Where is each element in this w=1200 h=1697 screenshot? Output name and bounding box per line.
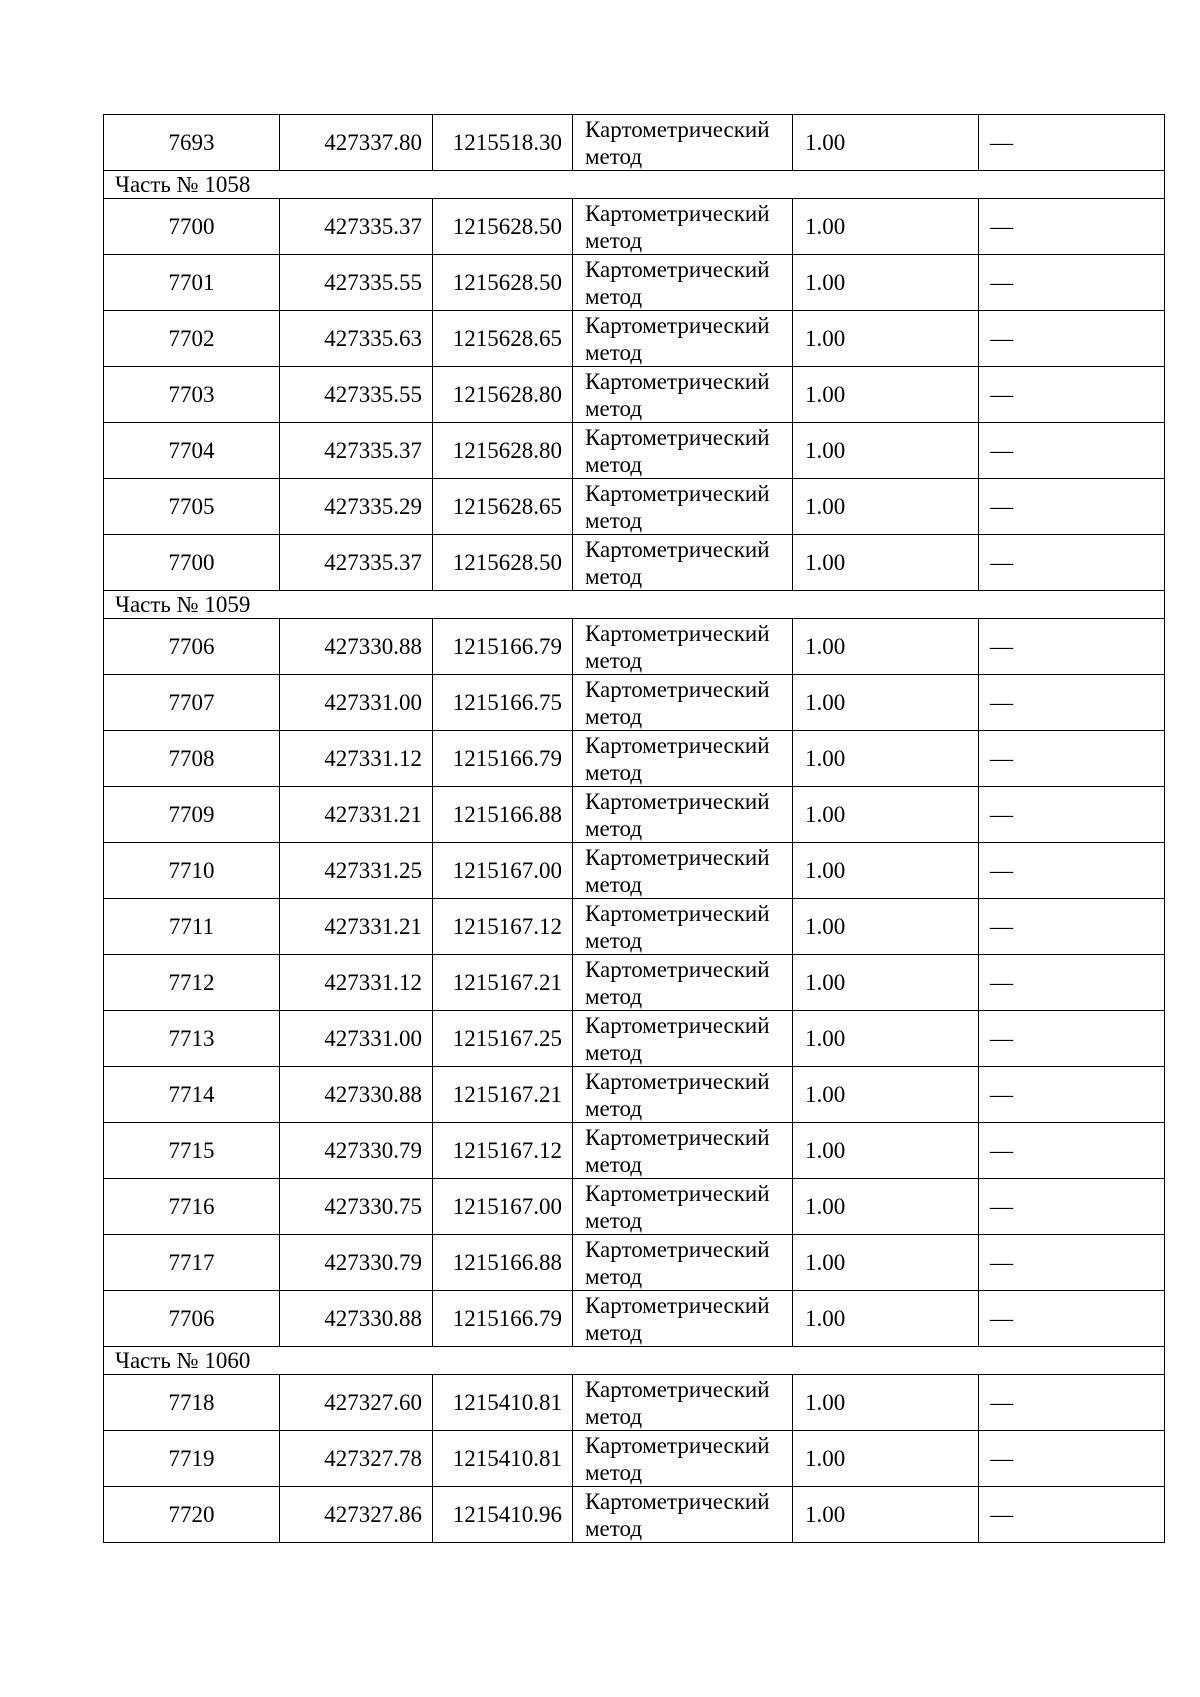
method-text: Картометрический метод [585, 480, 770, 533]
method-cell [573, 899, 793, 955]
accuracy-cell: 1.00 [793, 423, 979, 479]
method-cell [573, 675, 793, 731]
table-row [104, 1375, 1165, 1431]
y-coordinate-cell: 1215167.21 [433, 1067, 573, 1123]
method-cell [573, 787, 793, 843]
accuracy-cell: 1.00 [793, 311, 979, 367]
accuracy-cell: 1.00 [793, 367, 979, 423]
table-row [104, 535, 1165, 591]
method-cell [573, 619, 793, 675]
method-cell [573, 479, 793, 535]
method-text: Картометрический метод [585, 368, 770, 421]
point-number-cell: 7693 [104, 115, 280, 171]
method-text: Картометрический метод [585, 788, 770, 841]
accuracy-cell: 1.00 [793, 115, 979, 171]
part-label: Часть № 1059 [104, 591, 1165, 619]
method-text: Картометрический метод [585, 1488, 770, 1541]
method-text: Картометрический метод [585, 844, 770, 897]
accuracy-cell: 1.00 [793, 1291, 979, 1347]
note-cell: — [979, 619, 1165, 675]
point-number-cell: 7718 [104, 1375, 280, 1431]
note-cell: — [979, 423, 1165, 479]
x-coordinate-cell: 427335.37 [280, 199, 433, 255]
method-text: Картометрический метод [585, 1376, 770, 1429]
point-number-cell: 7713 [104, 1011, 280, 1067]
accuracy-cell: 1.00 [793, 199, 979, 255]
y-coordinate-cell: 1215166.79 [433, 1291, 573, 1347]
method-text: Картометрический метод [585, 900, 770, 953]
note-cell: — [979, 1011, 1165, 1067]
point-number-cell: 7706 [104, 1291, 280, 1347]
table-row [104, 731, 1165, 787]
y-coordinate-cell: 1215167.21 [433, 955, 573, 1011]
x-coordinate-cell: 427331.25 [280, 843, 433, 899]
x-coordinate-cell: 427327.86 [280, 1487, 433, 1543]
method-cell [573, 843, 793, 899]
method-cell [573, 1487, 793, 1543]
point-number-cell: 7701 [104, 255, 280, 311]
y-coordinate-cell: 1215166.88 [433, 787, 573, 843]
y-coordinate-cell: 1215410.96 [433, 1487, 573, 1543]
table-row [104, 115, 1165, 171]
x-coordinate-cell: 427335.37 [280, 423, 433, 479]
note-cell: — [979, 1179, 1165, 1235]
y-coordinate-cell: 1215410.81 [433, 1375, 573, 1431]
accuracy-cell: 1.00 [793, 675, 979, 731]
y-coordinate-cell: 1215628.80 [433, 367, 573, 423]
point-number-cell: 7703 [104, 367, 280, 423]
method-text: Картометрический метод [585, 1012, 770, 1065]
table-row [104, 675, 1165, 731]
coordinates-table [103, 114, 1165, 1543]
x-coordinate-cell: 427330.79 [280, 1123, 433, 1179]
y-coordinate-cell: 1215166.75 [433, 675, 573, 731]
point-number-cell: 7719 [104, 1431, 280, 1487]
y-coordinate-cell: 1215628.80 [433, 423, 573, 479]
x-coordinate-cell: 427335.37 [280, 535, 433, 591]
note-cell: — [979, 367, 1165, 423]
method-cell [573, 1123, 793, 1179]
point-number-cell: 7710 [104, 843, 280, 899]
method-text: Картометрический метод [585, 256, 770, 309]
method-text: Картометрический метод [585, 620, 770, 673]
method-text: Картометрический метод [585, 424, 770, 477]
note-cell: — [979, 787, 1165, 843]
y-coordinate-cell: 1215628.50 [433, 535, 573, 591]
method-cell [573, 255, 793, 311]
y-coordinate-cell: 1215167.00 [433, 843, 573, 899]
note-cell: — [979, 731, 1165, 787]
x-coordinate-cell: 427331.00 [280, 675, 433, 731]
accuracy-cell: 1.00 [793, 1011, 979, 1067]
table-row [104, 787, 1165, 843]
table-row [104, 1487, 1165, 1543]
accuracy-cell: 1.00 [793, 787, 979, 843]
note-cell: — [979, 1375, 1165, 1431]
method-text: Картометрический метод [585, 956, 770, 1009]
note-cell: — [979, 1235, 1165, 1291]
method-cell [573, 1291, 793, 1347]
x-coordinate-cell: 427331.12 [280, 955, 433, 1011]
method-cell [573, 955, 793, 1011]
point-number-cell: 7711 [104, 899, 280, 955]
method-text: Картометрический метод [585, 312, 770, 365]
accuracy-cell: 1.00 [793, 479, 979, 535]
point-number-cell: 7704 [104, 423, 280, 479]
table-row [104, 1431, 1165, 1487]
note-cell: — [979, 535, 1165, 591]
method-cell [573, 367, 793, 423]
table-row [104, 955, 1165, 1011]
accuracy-cell: 1.00 [793, 1179, 979, 1235]
note-cell: — [979, 1123, 1165, 1179]
x-coordinate-cell: 427330.88 [280, 1291, 433, 1347]
point-number-cell: 7702 [104, 311, 280, 367]
point-number-cell: 7709 [104, 787, 280, 843]
x-coordinate-cell: 427330.79 [280, 1235, 433, 1291]
method-text: Картометрический метод [585, 1068, 770, 1121]
accuracy-cell: 1.00 [793, 1431, 979, 1487]
method-cell [573, 1067, 793, 1123]
note-cell: — [979, 115, 1165, 171]
table-row [104, 843, 1165, 899]
table-row [104, 619, 1165, 675]
method-cell [573, 423, 793, 479]
method-cell [573, 115, 793, 171]
method-cell [573, 199, 793, 255]
method-text: Картометрический метод [585, 676, 770, 729]
method-text: Картометрический метод [585, 732, 770, 785]
point-number-cell: 7720 [104, 1487, 280, 1543]
note-cell: — [979, 199, 1165, 255]
y-coordinate-cell: 1215628.50 [433, 255, 573, 311]
table-row [104, 1235, 1165, 1291]
x-coordinate-cell: 427330.75 [280, 1179, 433, 1235]
y-coordinate-cell: 1215518.30 [433, 115, 573, 171]
x-coordinate-cell: 427331.21 [280, 787, 433, 843]
y-coordinate-cell: 1215167.00 [433, 1179, 573, 1235]
method-cell [573, 1179, 793, 1235]
method-text: Картометрический метод [585, 1180, 770, 1233]
y-coordinate-cell: 1215628.50 [433, 199, 573, 255]
y-coordinate-cell: 1215167.12 [433, 1123, 573, 1179]
method-cell [573, 1011, 793, 1067]
accuracy-cell: 1.00 [793, 1067, 979, 1123]
method-cell [573, 1235, 793, 1291]
method-text: Картометрический метод [585, 1124, 770, 1177]
point-number-cell: 7700 [104, 199, 280, 255]
y-coordinate-cell: 1215167.12 [433, 899, 573, 955]
table-row [104, 367, 1165, 423]
note-cell: — [979, 1431, 1165, 1487]
table-row [104, 1067, 1165, 1123]
part-header-row [104, 171, 1165, 199]
x-coordinate-cell: 427331.00 [280, 1011, 433, 1067]
x-coordinate-cell: 427337.80 [280, 115, 433, 171]
method-cell [573, 731, 793, 787]
y-coordinate-cell: 1215166.79 [433, 619, 573, 675]
table-row [104, 199, 1165, 255]
y-coordinate-cell: 1215410.81 [433, 1431, 573, 1487]
point-number-cell: 7706 [104, 619, 280, 675]
table-row [104, 479, 1165, 535]
x-coordinate-cell: 427327.78 [280, 1431, 433, 1487]
table-row [104, 1011, 1165, 1067]
accuracy-cell: 1.00 [793, 535, 979, 591]
note-cell: — [979, 843, 1165, 899]
method-text: Картометрический метод [585, 116, 770, 169]
x-coordinate-cell: 427335.55 [280, 367, 433, 423]
method-text: Картометрический метод [585, 536, 770, 589]
accuracy-cell: 1.00 [793, 899, 979, 955]
point-number-cell: 7700 [104, 535, 280, 591]
method-cell [573, 535, 793, 591]
note-cell: — [979, 899, 1165, 955]
method-cell [573, 311, 793, 367]
table-row [104, 1179, 1165, 1235]
table-row [104, 423, 1165, 479]
accuracy-cell: 1.00 [793, 1235, 979, 1291]
note-cell: — [979, 255, 1165, 311]
x-coordinate-cell: 427327.60 [280, 1375, 433, 1431]
accuracy-cell: 1.00 [793, 255, 979, 311]
method-text: Картометрический метод [585, 1292, 770, 1345]
x-coordinate-cell: 427330.88 [280, 1067, 433, 1123]
note-cell: — [979, 1291, 1165, 1347]
x-coordinate-cell: 427331.21 [280, 899, 433, 955]
point-number-cell: 7708 [104, 731, 280, 787]
accuracy-cell: 1.00 [793, 1487, 979, 1543]
y-coordinate-cell: 1215628.65 [433, 311, 573, 367]
point-number-cell: 7705 [104, 479, 280, 535]
part-label: Часть № 1058 [104, 171, 1165, 199]
part-header-row [104, 1347, 1165, 1375]
method-text: Картометрический метод [585, 1236, 770, 1289]
point-number-cell: 7714 [104, 1067, 280, 1123]
method-text: Картометрический метод [585, 200, 770, 253]
y-coordinate-cell: 1215628.65 [433, 479, 573, 535]
x-coordinate-cell: 427335.55 [280, 255, 433, 311]
y-coordinate-cell: 1215167.25 [433, 1011, 573, 1067]
x-coordinate-cell: 427335.29 [280, 479, 433, 535]
part-header-row [104, 591, 1165, 619]
method-text: Картометрический метод [585, 1432, 770, 1485]
note-cell: — [979, 311, 1165, 367]
accuracy-cell: 1.00 [793, 731, 979, 787]
point-number-cell: 7712 [104, 955, 280, 1011]
table-row [104, 1123, 1165, 1179]
x-coordinate-cell: 427330.88 [280, 619, 433, 675]
table-row [104, 311, 1165, 367]
table-body [104, 115, 1165, 1543]
accuracy-cell: 1.00 [793, 843, 979, 899]
method-cell [573, 1375, 793, 1431]
note-cell: — [979, 479, 1165, 535]
point-number-cell: 7707 [104, 675, 280, 731]
point-number-cell: 7717 [104, 1235, 280, 1291]
x-coordinate-cell: 427335.63 [280, 311, 433, 367]
y-coordinate-cell: 1215166.79 [433, 731, 573, 787]
note-cell: — [979, 955, 1165, 1011]
accuracy-cell: 1.00 [793, 955, 979, 1011]
table-row [104, 255, 1165, 311]
y-coordinate-cell: 1215166.88 [433, 1235, 573, 1291]
table-row [104, 1291, 1165, 1347]
part-label: Часть № 1060 [104, 1347, 1165, 1375]
accuracy-cell: 1.00 [793, 1123, 979, 1179]
accuracy-cell: 1.00 [793, 1375, 979, 1431]
accuracy-cell: 1.00 [793, 619, 979, 675]
method-cell [573, 1431, 793, 1487]
x-coordinate-cell: 427331.12 [280, 731, 433, 787]
note-cell: — [979, 1067, 1165, 1123]
point-number-cell: 7715 [104, 1123, 280, 1179]
note-cell: — [979, 675, 1165, 731]
point-number-cell: 7716 [104, 1179, 280, 1235]
table-row [104, 899, 1165, 955]
note-cell: — [979, 1487, 1165, 1543]
